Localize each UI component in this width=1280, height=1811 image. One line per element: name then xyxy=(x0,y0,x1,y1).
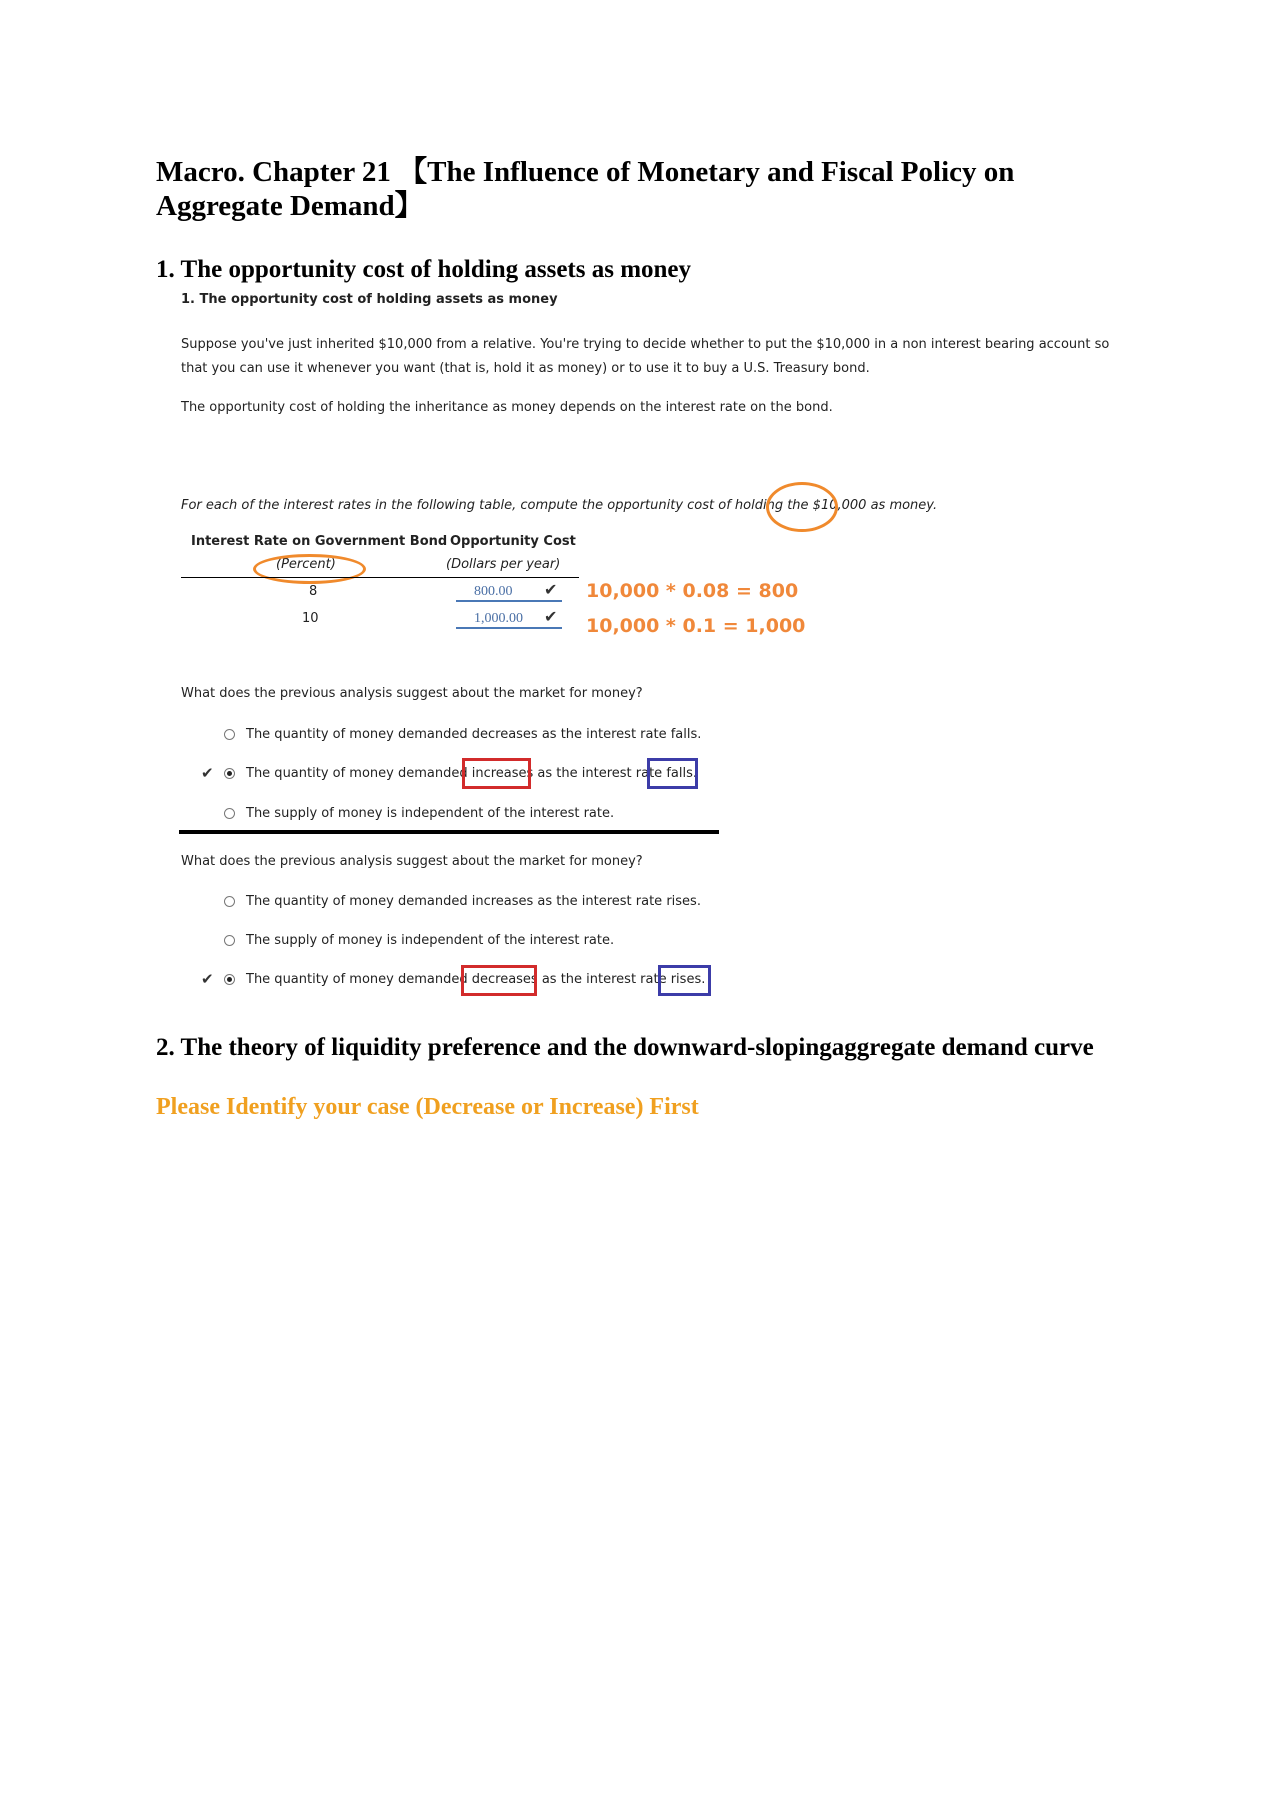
option-label: The quantity of money demanded increases as the interest rate rises. xyxy=(246,894,701,909)
question-1-prompt: What does the previous analysis suggest about the market for money? xyxy=(181,686,643,701)
highlight-box-falls xyxy=(647,758,698,789)
option-label: The supply of money is independent of the interest rate. xyxy=(246,933,615,948)
option-label: The quantity of money demanded increases as the interest rate falls. xyxy=(246,766,697,781)
highlight-box-rises xyxy=(658,965,711,996)
answer-value: 800.00 xyxy=(474,584,513,599)
radio-button[interactable] xyxy=(224,808,235,819)
calculation-annotation: 10,000 * 0.08 = 800 xyxy=(586,580,799,602)
option-label: The quantity of money demanded decreases as the interest rate rises. xyxy=(246,972,706,987)
radio-button[interactable] xyxy=(224,896,235,907)
document-title: Macro. Chapter 21 【The Influence of Monetary and Fiscal Policy on Aggregate Demand】 xyxy=(156,156,1015,222)
table-subheader-percent: (Percent) xyxy=(276,557,336,572)
correct-check-icon: ✔ xyxy=(544,607,558,626)
table-subheader-dollars: (Dollars per year) xyxy=(446,557,561,572)
annotation-divider-line xyxy=(179,830,719,834)
section-1-heading: 1. The opportunity cost of holding assets as money xyxy=(156,256,692,283)
table-instruction: For each of the interest rates in the following table, compute the opportunity cost of holding the $10,000 as money. xyxy=(181,498,938,513)
correct-check-icon: ✔ xyxy=(201,764,214,782)
table-cell-rate: 8 xyxy=(309,584,318,599)
scenario-paragraph: Suppose you've just inherited $10,000 from a relative. You're trying to decide whether to put the $10,000 in a non interest bearing account so that you can use it whenever you want (that is, hold it as money) or to use it to buy a U.S. Treasury bond. xyxy=(181,337,1110,376)
correct-check-icon: ✔ xyxy=(201,970,214,988)
radio-button[interactable] xyxy=(224,935,235,946)
option-label: The supply of money is independent of the interest rate. xyxy=(246,806,615,821)
section-2-heading: 2. The theory of liquidity preference and the downward-slopingaggregate demand curve xyxy=(156,1034,1094,1061)
option-label: The quantity of money demanded decreases as the interest rate falls. xyxy=(246,727,702,742)
highlight-box-decreases xyxy=(461,965,537,996)
highlight-box-increases xyxy=(462,758,531,789)
answer-value: 1,000.00 xyxy=(474,611,523,626)
opportunity-cost-paragraph: The opportunity cost of holding the inheritance as money depends on the interest rate on the bond. xyxy=(181,400,833,415)
table-header-opportunity-cost: Opportunity Cost xyxy=(450,534,576,549)
radio-button-selected[interactable] xyxy=(224,768,235,779)
annotation-circle-10000 xyxy=(766,482,838,532)
table-header-interest-rate: Interest Rate on Government Bond xyxy=(191,534,448,549)
correct-check-icon: ✔ xyxy=(544,580,558,599)
question-2-prompt: What does the previous analysis suggest about the market for money? xyxy=(181,854,643,869)
table-header-rule xyxy=(181,577,579,578)
radio-button-selected[interactable] xyxy=(224,974,235,985)
annotation-circle-percent xyxy=(253,554,366,584)
calculation-annotation: 10,000 * 0.1 = 1,000 xyxy=(586,615,806,637)
instruction-note: Please Identify your case (Decrease or Increase) First xyxy=(156,1094,699,1120)
table-cell-rate: 10 xyxy=(302,611,319,626)
answer-input-cost[interactable] xyxy=(456,607,562,629)
question-subheading: 1. The opportunity cost of holding assets as money xyxy=(181,292,558,307)
answer-input-cost[interactable] xyxy=(456,580,562,602)
radio-button[interactable] xyxy=(224,729,235,740)
